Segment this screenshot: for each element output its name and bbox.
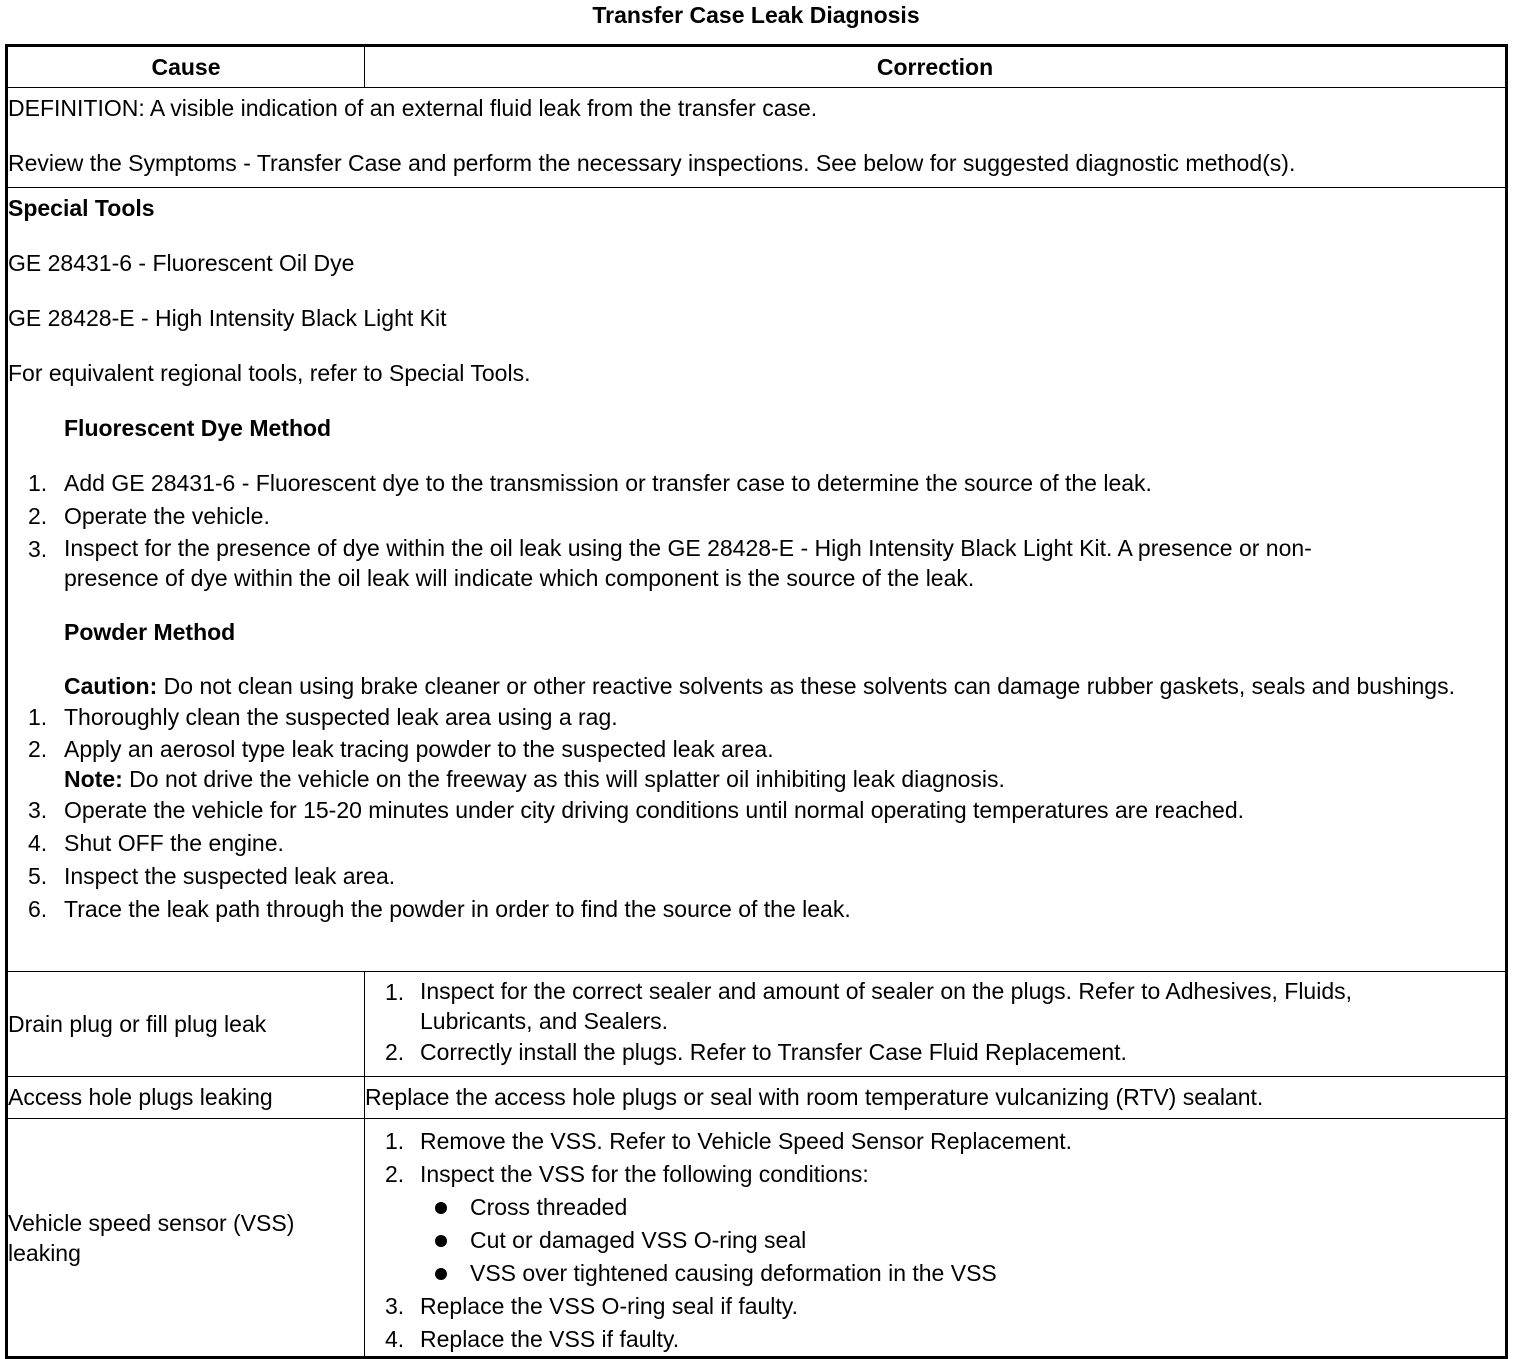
step-number: 1. <box>385 979 405 1005</box>
correction-header: Correction <box>365 46 1507 88</box>
step-text: Replace the VSS O-ring seal if faulty. <box>420 1293 798 1319</box>
cause-cell: Access hole plugs leaking <box>7 1077 365 1119</box>
bullet-icon <box>435 1202 447 1214</box>
step-number: 3. <box>385 1293 405 1319</box>
review-text: Review the Symptoms - Transfer Case and perform the necessary inspections. See below for suggested diagnostic method(s). <box>8 150 1296 176</box>
list-item <box>8 701 1505 734</box>
correction-cell: Replace the access hole plugs or seal with room temperature vulcanizing (RTV) sealant. <box>365 1077 1507 1119</box>
step-number: 2. <box>28 736 48 762</box>
diagnosis-table <box>5 44 1508 1359</box>
condition-item <box>365 1224 1505 1257</box>
cause-cell <box>7 1119 365 1358</box>
list-item <box>8 500 1505 533</box>
document-title: Transfer Case Leak Diagnosis <box>592 2 920 28</box>
step-text: Replace the VSS if faulty. <box>420 1326 680 1352</box>
step-text: Correctly install the plugs. Refer to Transfer Case Fluid Replacement. <box>420 1039 1127 1065</box>
vss-row <box>7 1119 1507 1358</box>
header-row <box>7 46 1507 88</box>
step-number: 6. <box>28 896 48 922</box>
condition-text: Cut or damaged VSS O-ring seal <box>470 1227 807 1253</box>
step-text: Inspect the VSS for the following conditions: <box>420 1161 869 1187</box>
list-item <box>8 827 1505 860</box>
caution-body: Do not clean using brake cleaner or other reactive solvents as these solvents can damage rubber gaskets, seals and bushings. <box>157 673 1455 699</box>
step-number: 2. <box>385 1039 405 1065</box>
condition-item <box>365 1191 1505 1224</box>
condition-item <box>365 1257 1505 1290</box>
note-label: Note: <box>64 766 123 792</box>
step-number: 2. <box>385 1161 405 1187</box>
tool-item: For equivalent regional tools, refer to Special Tools. <box>8 360 531 386</box>
step-number: 5. <box>28 863 48 889</box>
step-number: 1. <box>28 470 48 496</box>
cause-text: Vehicle speed sensor (VSS) leaking <box>8 1209 295 1266</box>
caution-label: Caution: <box>64 673 158 699</box>
step-text: Shut OFF the engine. <box>64 830 284 856</box>
list-item <box>8 467 1505 500</box>
step-number: 4. <box>385 1326 405 1352</box>
list-item <box>8 794 1505 827</box>
step-text: Remove the VSS. Refer to Vehicle Speed Sensor Replacement. <box>420 1128 1073 1154</box>
list-item <box>365 976 1505 1036</box>
step-text: Add GE 28431-6 - Fluorescent dye to the transmission or transfer case to determine the source of the leak. <box>64 470 1152 496</box>
bullet-icon <box>435 1235 447 1247</box>
special-tools-row <box>7 188 1507 972</box>
list-item <box>365 1158 1505 1191</box>
step-text: Operate the vehicle. <box>64 503 270 529</box>
list-item <box>8 533 1505 593</box>
caution-text <box>8 671 1505 701</box>
condition-text: VSS over tightened causing deformation in the VSS <box>470 1260 997 1286</box>
step-text: Inspect for the presence of dye within the oil leak using the GE 28428-E - High Intensity Black Light Kit. A presence or non-presence of dye within the oil leak will indicate which component is the source of the leak. <box>64 535 1312 591</box>
step-number: 4. <box>28 830 48 856</box>
definition-row <box>7 88 1507 188</box>
tool-item: GE 28428-E - High Intensity Black Light Kit <box>8 305 447 331</box>
tool-item: GE 28431-6 - Fluorescent Oil Dye <box>8 250 355 276</box>
note-text: Do not drive the vehicle on the freeway as this will splatter oil inhibiting leak diagnosis. <box>122 766 1005 792</box>
step-number: 2. <box>28 503 48 529</box>
bullet-icon <box>435 1268 447 1280</box>
step-number: 1. <box>28 704 48 730</box>
special-tools-heading: Special Tools <box>8 195 155 221</box>
condition-text: Cross threaded <box>470 1194 628 1220</box>
list-item <box>8 860 1505 893</box>
list-item <box>365 1290 1505 1323</box>
step-text: Operate the vehicle for 15-20 minutes under city driving conditions until normal operating temperatures are reached. <box>64 797 1245 823</box>
definition-text: DEFINITION: A visible indication of an external fluid leak from the transfer case. <box>8 95 818 121</box>
step-number: 3. <box>28 797 48 823</box>
step-text: Inspect for the correct sealer and amount of sealer on the plugs. Refer to Adhesives, Fluids, Lubricants, and Sealers. <box>420 978 1353 1034</box>
list-item <box>365 1036 1505 1069</box>
step-text: Trace the leak path through the powder in order to find the source of the leak. <box>64 896 851 922</box>
drain-plug-row <box>7 972 1507 1077</box>
dye-method-heading: Fluorescent Dye Method <box>64 415 332 441</box>
list-item <box>8 893 1505 926</box>
step-text: Apply an aerosol type leak tracing powder to the suspected leak area. <box>64 736 774 762</box>
step-number: 3. <box>28 536 48 562</box>
cause-header: Cause <box>7 46 365 88</box>
list-item <box>8 734 1505 794</box>
list-item <box>365 1125 1505 1158</box>
powder-method-heading: Powder Method <box>64 619 236 645</box>
step-text: Inspect the suspected leak area. <box>64 863 396 889</box>
step-number: 1. <box>385 1128 405 1154</box>
cause-cell: Drain plug or fill plug leak <box>7 972 365 1077</box>
step-text: Thoroughly clean the suspected leak area using a rag. <box>64 704 618 730</box>
list-item <box>365 1323 1505 1356</box>
access-hole-row <box>7 1077 1507 1119</box>
